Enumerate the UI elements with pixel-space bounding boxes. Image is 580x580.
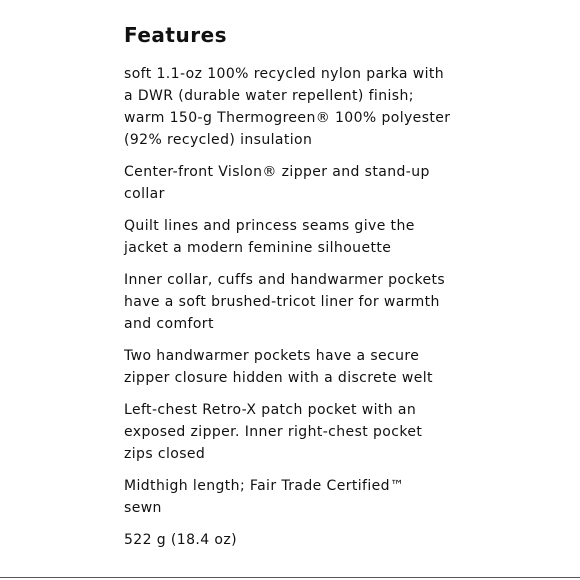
feature-item-handwarmer-pockets: Two handwarmer pockets have a secure zipper closure hidden with a discrete welt xyxy=(124,348,433,386)
features-section xyxy=(124,22,464,561)
feature-item-insulation: soft 1.1-oz 100% recycled nylon parka with a DWR (durable water repellent) finish; warm 150-g Thermogreen® 100% polyester (92% recycled) insulation xyxy=(124,66,451,148)
feature-item-zipper-collar: Center-front Vislon® zipper and stand-up collar xyxy=(124,164,430,202)
bottom-divider xyxy=(0,577,580,578)
feature-list xyxy=(124,63,464,551)
features-heading: Features xyxy=(124,23,228,47)
feature-item-length-certification: Midthigh length; Fair Trade Certified™ sewn xyxy=(124,478,405,516)
feature-item-weight: 522 g (18.4 oz) xyxy=(124,532,237,548)
feature-item-chest-pockets: Left-chest Retro-X patch pocket with an exposed zipper. Inner right-chest pocket zips closed xyxy=(124,402,423,462)
feature-item-silhouette: Quilt lines and princess seams give the jacket a modern feminine silhouette xyxy=(124,218,415,256)
feature-item-liner: Inner collar, cuffs and handwarmer pockets have a soft brushed-tricot liner for warmth and comfort xyxy=(124,272,446,332)
